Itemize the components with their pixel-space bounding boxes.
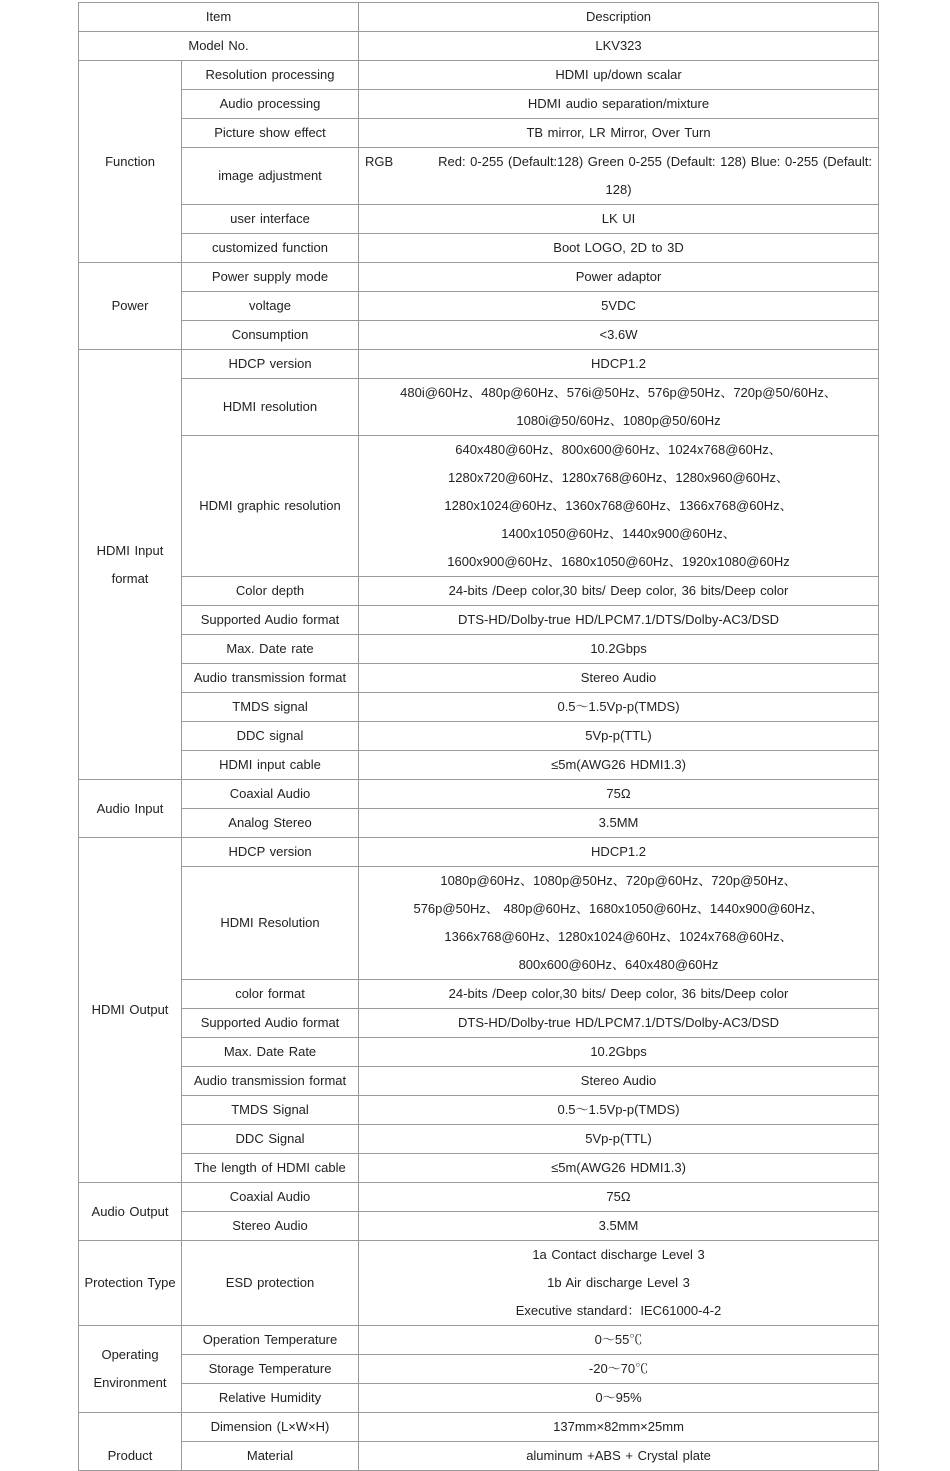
row-value: aluminum +ABS + Crystal plate [359, 1442, 879, 1471]
row-value: HDCP1.2 [359, 350, 879, 379]
value-line: 1a Contact discharge Level 3 [532, 1247, 705, 1262]
value-line: 1280x720@60Hz、1280x768@60Hz、1280x960@60Hz、 [448, 470, 789, 485]
value-line: 1080p@60Hz、1080p@50Hz、720p@60Hz、720p@50Hz、 [440, 873, 797, 888]
row-label: color format [182, 980, 359, 1009]
row-value: 75Ω [359, 1183, 879, 1212]
row-label: ESD protection [182, 1241, 359, 1326]
table-row [79, 379, 879, 436]
row-value: <3.6W [359, 321, 879, 350]
row-value: DTS-HD/Dolby-true HD/LPCM7.1/DTS/Dolby-AC3/DSD [359, 606, 879, 635]
row-label: Resolution processing [182, 61, 359, 90]
table-row [79, 1355, 879, 1384]
row-label: Dimension (L×W×H) [182, 1413, 359, 1442]
group-label-line: format [111, 570, 149, 586]
row-value: 0.5～1.5Vp-p(TMDS) [359, 1096, 879, 1125]
row-label: Max. Date Rate [182, 1038, 359, 1067]
table-row [79, 635, 879, 664]
spec-table [78, 2, 879, 1471]
rgb-prefix: RGB [365, 154, 394, 169]
table-row [79, 1413, 879, 1442]
group-label-audio-output: Audio Output [79, 1183, 182, 1241]
value-line: Executive standard：IEC61000-4-2 [515, 1303, 722, 1318]
rgb-values: Red: 0-255 (Default:128) Green 0-255 (Default: 128) Blue: 0-255 (Default: [438, 154, 873, 169]
row-label: HDMI Resolution [182, 867, 359, 980]
row-label: DDC Signal [182, 1125, 359, 1154]
row-label: HDMI resolution [182, 379, 359, 436]
value-line: 1366x768@60Hz、1280x1024@60Hz、1024x768@60Hz、 [444, 929, 793, 944]
table-row [79, 263, 879, 292]
row-value: 0～95% [359, 1384, 879, 1413]
row-label: HDCP version [182, 350, 359, 379]
row-value: HDCP1.2 [359, 838, 879, 867]
table-row [79, 1009, 879, 1038]
value-line: 640x480@60Hz、800x600@60Hz、1024x768@60Hz、 [455, 442, 782, 457]
header-item: Item [79, 3, 359, 32]
row-value: -20～70℃ [359, 1355, 879, 1384]
row-label: HDCP version [182, 838, 359, 867]
table-row [79, 1384, 879, 1413]
table-row [79, 148, 879, 205]
row-value [359, 436, 879, 577]
row-value: 5Vp-p(TTL) [359, 1125, 879, 1154]
table-row [79, 205, 879, 234]
rgb-line [365, 148, 872, 176]
table-row [79, 234, 879, 263]
header-row [79, 3, 879, 32]
row-value: 137mm×82mm×25mm [359, 1413, 879, 1442]
table-row [79, 1183, 879, 1212]
table-row [79, 751, 879, 780]
row-label: Material [182, 1442, 359, 1471]
row-value: HDMI audio separation/mixture [359, 90, 879, 119]
row-value: 24-bits /Deep color,30 bits/ Deep color, 36 bits/Deep color [359, 980, 879, 1009]
row-value [359, 867, 879, 980]
table-row [79, 90, 879, 119]
group-label-line: HDMI Input [96, 542, 164, 558]
value-line: 1400x1050@60Hz、1440x900@60Hz、 [501, 526, 736, 541]
row-label: Analog Stereo [182, 809, 359, 838]
row-label: DDC signal [182, 722, 359, 751]
value-line: 1080i@50/60Hz、1080p@50/60Hz [516, 413, 721, 428]
row-label: The length of HDMI cable [182, 1154, 359, 1183]
table-row [79, 722, 879, 751]
row-label: TMDS signal [182, 693, 359, 722]
table-row [79, 1096, 879, 1125]
table-row [79, 292, 879, 321]
table-row [79, 809, 879, 838]
row-label: Audio transmission format [182, 1067, 359, 1096]
row-value: 3.5MM [359, 809, 879, 838]
table-row [79, 577, 879, 606]
row-value: 3.5MM [359, 1212, 879, 1241]
row-value: 10.2Gbps [359, 1038, 879, 1067]
row-label: TMDS Signal [182, 1096, 359, 1125]
value-line: 800x600@60Hz、640x480@60Hz [518, 957, 719, 972]
table-row [79, 1241, 879, 1326]
table-row [79, 867, 879, 980]
table-row [79, 436, 879, 577]
row-value: 0～55℃ [359, 1326, 879, 1355]
table-row [79, 350, 879, 379]
value-line: 1b Air discharge Level 3 [547, 1275, 690, 1290]
table-row [79, 664, 879, 693]
table-row [79, 1038, 879, 1067]
table-row [79, 1067, 879, 1096]
row-label: Stereo Audio [182, 1212, 359, 1241]
row-label: Consumption [182, 321, 359, 350]
row-value: 5VDC [359, 292, 879, 321]
row-value: 10.2Gbps [359, 635, 879, 664]
group-label-protection: Protection Type [79, 1241, 182, 1326]
row-value: Stereo Audio [359, 664, 879, 693]
table-row [79, 61, 879, 90]
table-row [79, 1442, 879, 1471]
row-value: 75Ω [359, 780, 879, 809]
row-label: HDMI graphic resolution [182, 436, 359, 577]
table-row [79, 1212, 879, 1241]
table-row [79, 1125, 879, 1154]
group-label-function: Function [79, 61, 182, 263]
table-row [79, 1326, 879, 1355]
row-label: Supported Audio format [182, 606, 359, 635]
row-label: Model No. [79, 32, 359, 61]
row-value [359, 1241, 879, 1326]
table-row [79, 980, 879, 1009]
row-value: LKV323 [359, 32, 879, 61]
row-value: HDMI up/down scalar [359, 61, 879, 90]
row-label: HDMI input cable [182, 751, 359, 780]
row-value: 24-bits /Deep color,30 bits/ Deep color, 36 bits/Deep color [359, 577, 879, 606]
group-label-hdmi-input [79, 350, 182, 780]
table-row [79, 1154, 879, 1183]
group-label-hdmi-output: HDMI Output [79, 838, 182, 1183]
rgb-continuation: 128) [605, 182, 632, 197]
row-value: 0.5～1.5Vp-p(TMDS) [359, 693, 879, 722]
table-row [79, 119, 879, 148]
value-line: 1280x1024@60Hz、1360x768@60Hz、1366x768@60Hz、 [444, 498, 793, 513]
group-label-line: Environment [93, 1375, 167, 1390]
value-line: 576p@50Hz、 480p@60Hz、1680x1050@60Hz、1440x900@60Hz、 [413, 901, 824, 916]
row-label: Storage Temperature [182, 1355, 359, 1384]
row-value [359, 379, 879, 436]
row-label: Supported Audio format [182, 1009, 359, 1038]
row-value: Stereo Audio [359, 1067, 879, 1096]
group-label-product: Product [79, 1413, 182, 1471]
row-label: image adjustment [182, 148, 359, 205]
row-value: ≤5m(AWG26 HDMI1.3) [359, 1154, 879, 1183]
group-label-operating [79, 1326, 182, 1413]
row-label: Coaxial Audio [182, 780, 359, 809]
row-label: Audio transmission format [182, 664, 359, 693]
row-label: customized function [182, 234, 359, 263]
row-label: Power supply mode [182, 263, 359, 292]
table-row [79, 780, 879, 809]
row-label: Audio processing [182, 90, 359, 119]
row-value: TB mirror, LR Mirror, Over Turn [359, 119, 879, 148]
row-label: Color depth [182, 577, 359, 606]
header-description: Description [359, 3, 879, 32]
table-row [79, 838, 879, 867]
row-value: Boot LOGO, 2D to 3D [359, 234, 879, 263]
row-value [359, 148, 879, 205]
row-label: Coaxial Audio [182, 1183, 359, 1212]
group-label-power: Power [79, 263, 182, 350]
row-label: voltage [182, 292, 359, 321]
table-row [79, 693, 879, 722]
group-label-audio-input: Audio Input [79, 780, 182, 838]
table-row [79, 321, 879, 350]
value-line: 1600x900@60Hz、1680x1050@60Hz、1920x1080@60Hz [447, 554, 790, 569]
row-label: Picture show effect [182, 119, 359, 148]
row-value: 5Vp-p(TTL) [359, 722, 879, 751]
table-row [79, 606, 879, 635]
row-label: Relative Humidity [182, 1384, 359, 1413]
row-label: Operation Temperature [182, 1326, 359, 1355]
row-label: user interface [182, 205, 359, 234]
row-value: DTS-HD/Dolby-true HD/LPCM7.1/DTS/Dolby-AC3/DSD [359, 1009, 879, 1038]
row-label: Max. Date rate [182, 635, 359, 664]
row-value: Power adaptor [359, 263, 879, 292]
group-label-line: Operating [101, 1347, 159, 1362]
row-value: ≤5m(AWG26 HDMI1.3) [359, 751, 879, 780]
table-row [79, 32, 879, 61]
value-line: 480i@60Hz、480p@60Hz、576i@50Hz、576p@50Hz、720p@50/60Hz、 [400, 385, 837, 400]
row-value: LK UI [359, 205, 879, 234]
